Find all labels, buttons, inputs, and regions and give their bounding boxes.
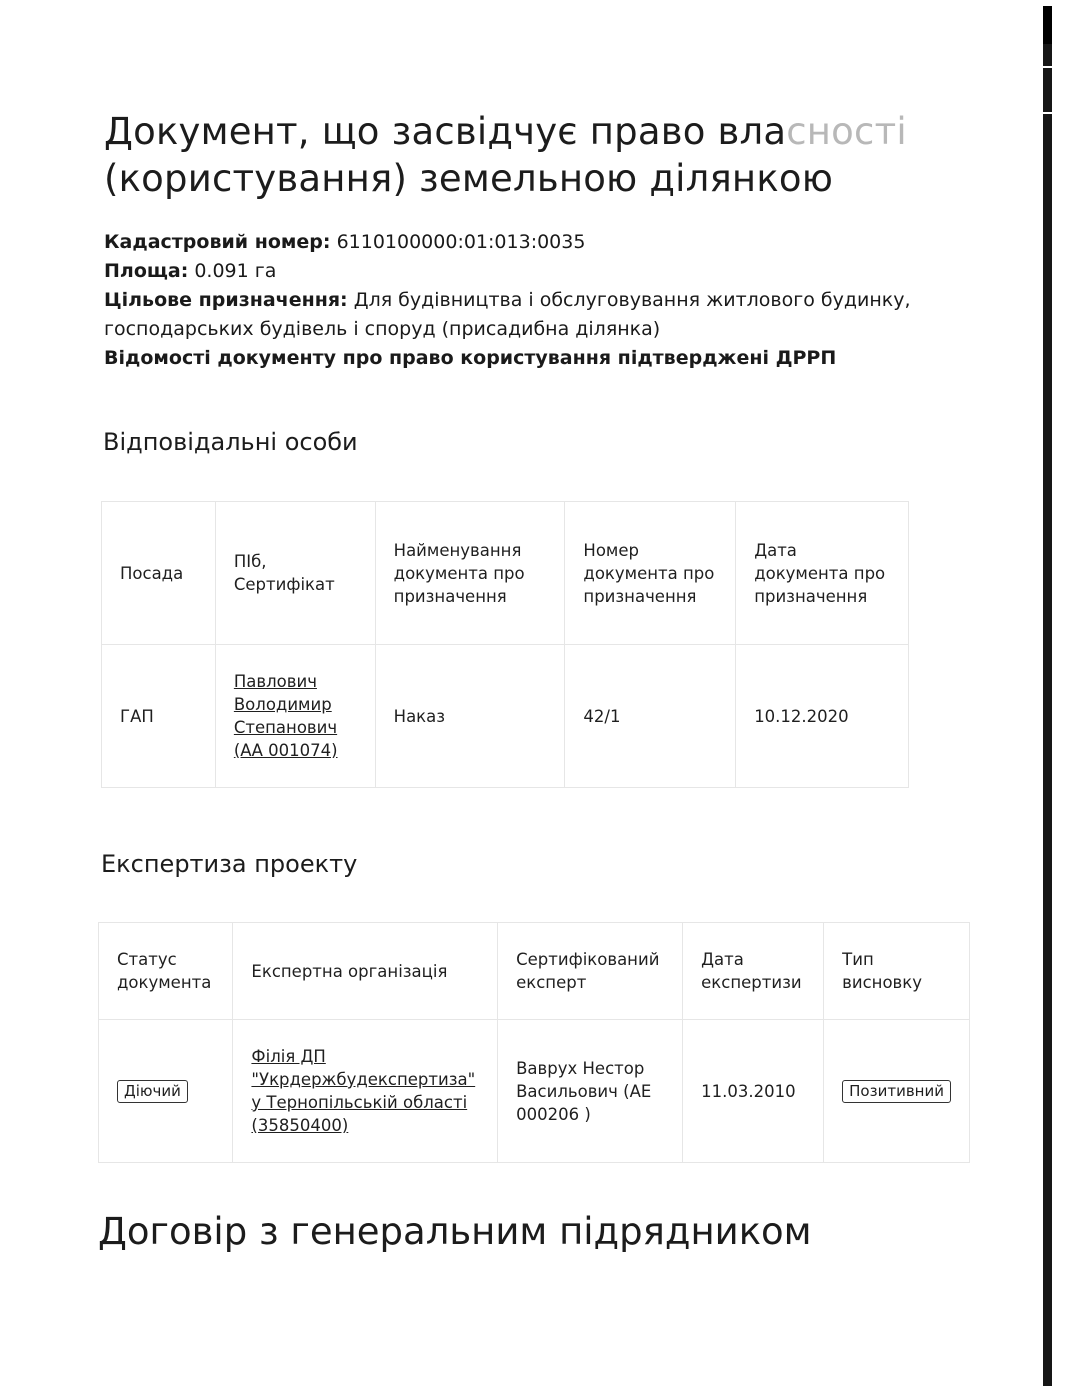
- expert-cell: Ваврух Нестор Васильович (АЕ 000206 ): [498, 1020, 683, 1163]
- responsible-table: [101, 501, 909, 788]
- conclusion-badge: Позитивний: [842, 1080, 951, 1103]
- header-cell: Дата експертизи: [683, 923, 824, 1020]
- title-line-2: (користування) земельною ділянкою: [104, 157, 834, 200]
- person-link[interactable]: Павлович Володимир Степанович (АА 001074): [233, 672, 338, 760]
- header-cell: Експертна організація: [233, 923, 498, 1020]
- purpose-row: [104, 286, 924, 344]
- status-cell: [99, 1020, 233, 1163]
- scan-edge-notch: [1043, 66, 1052, 68]
- responsible-heading: Відповідальні особи: [103, 428, 358, 456]
- position-cell: ГАП: [102, 645, 216, 788]
- status-badge: Діючий: [117, 1080, 188, 1103]
- title-main: Документ, що засвідчує право вла: [104, 110, 787, 153]
- table-header-row: [99, 923, 970, 1020]
- expertise-date-cell: 11.03.2010: [683, 1020, 824, 1163]
- doc-name-cell: Наказ: [375, 645, 565, 788]
- header-cell: Тип висновку: [824, 923, 970, 1020]
- header-cell: Дата документа про призначення: [736, 502, 909, 645]
- organization-link[interactable]: Філія ДП "Укрдержбудекспертиза" у Тернопільській області (35850400): [251, 1047, 476, 1135]
- doc-date-cell: 10.12.2020: [736, 645, 909, 788]
- header-cell: Сертифікований експерт: [498, 923, 683, 1020]
- cadastral-row: [104, 228, 924, 257]
- header-cell: Статус документа: [99, 923, 233, 1020]
- area-label: Площа:: [104, 260, 189, 282]
- area-row: [104, 257, 924, 286]
- document-title: [104, 108, 924, 202]
- conclusion-cell: [824, 1020, 970, 1163]
- header-cell: Посада: [102, 502, 216, 645]
- confirmation-row: [104, 344, 924, 373]
- expertise-table: [98, 922, 970, 1163]
- contractor-section-title: Договір з генеральним підрядником: [98, 1210, 812, 1253]
- header-cell: Найменування документа про призначення: [375, 502, 565, 645]
- header-cell: ПІб, Сертифікат: [215, 502, 375, 645]
- purpose-label: Цільове призначення:: [104, 289, 348, 311]
- area-value: 0.091 га: [194, 260, 277, 282]
- organization-cell: [233, 1020, 498, 1163]
- header-cell: Номер документа про призначення: [565, 502, 736, 645]
- table-row: [102, 645, 909, 788]
- doc-number-cell: 42/1: [565, 645, 736, 788]
- person-cell: [215, 645, 375, 788]
- cadastral-value: 6110100000:01:013:0035: [336, 231, 586, 253]
- land-info: [104, 228, 924, 373]
- cadastral-label: Кадастровий номер:: [104, 231, 331, 253]
- title-faded: сності: [786, 110, 907, 153]
- scan-edge-top: [1043, 6, 1052, 44]
- table-header-row: [102, 502, 909, 645]
- scan-edge-notch: [1043, 112, 1052, 114]
- confirmation-text: Відомості документу про право користування підтверджені ДРРП: [104, 347, 837, 369]
- scan-edge-bar: [1043, 6, 1052, 1386]
- purpose-value: Для будівництва і обслуговування житлового будинку, господарських будівель і споруд (присадибна ділянка): [104, 289, 911, 340]
- table-row: [99, 1020, 970, 1163]
- expertise-heading: Експертиза проекту: [101, 850, 358, 878]
